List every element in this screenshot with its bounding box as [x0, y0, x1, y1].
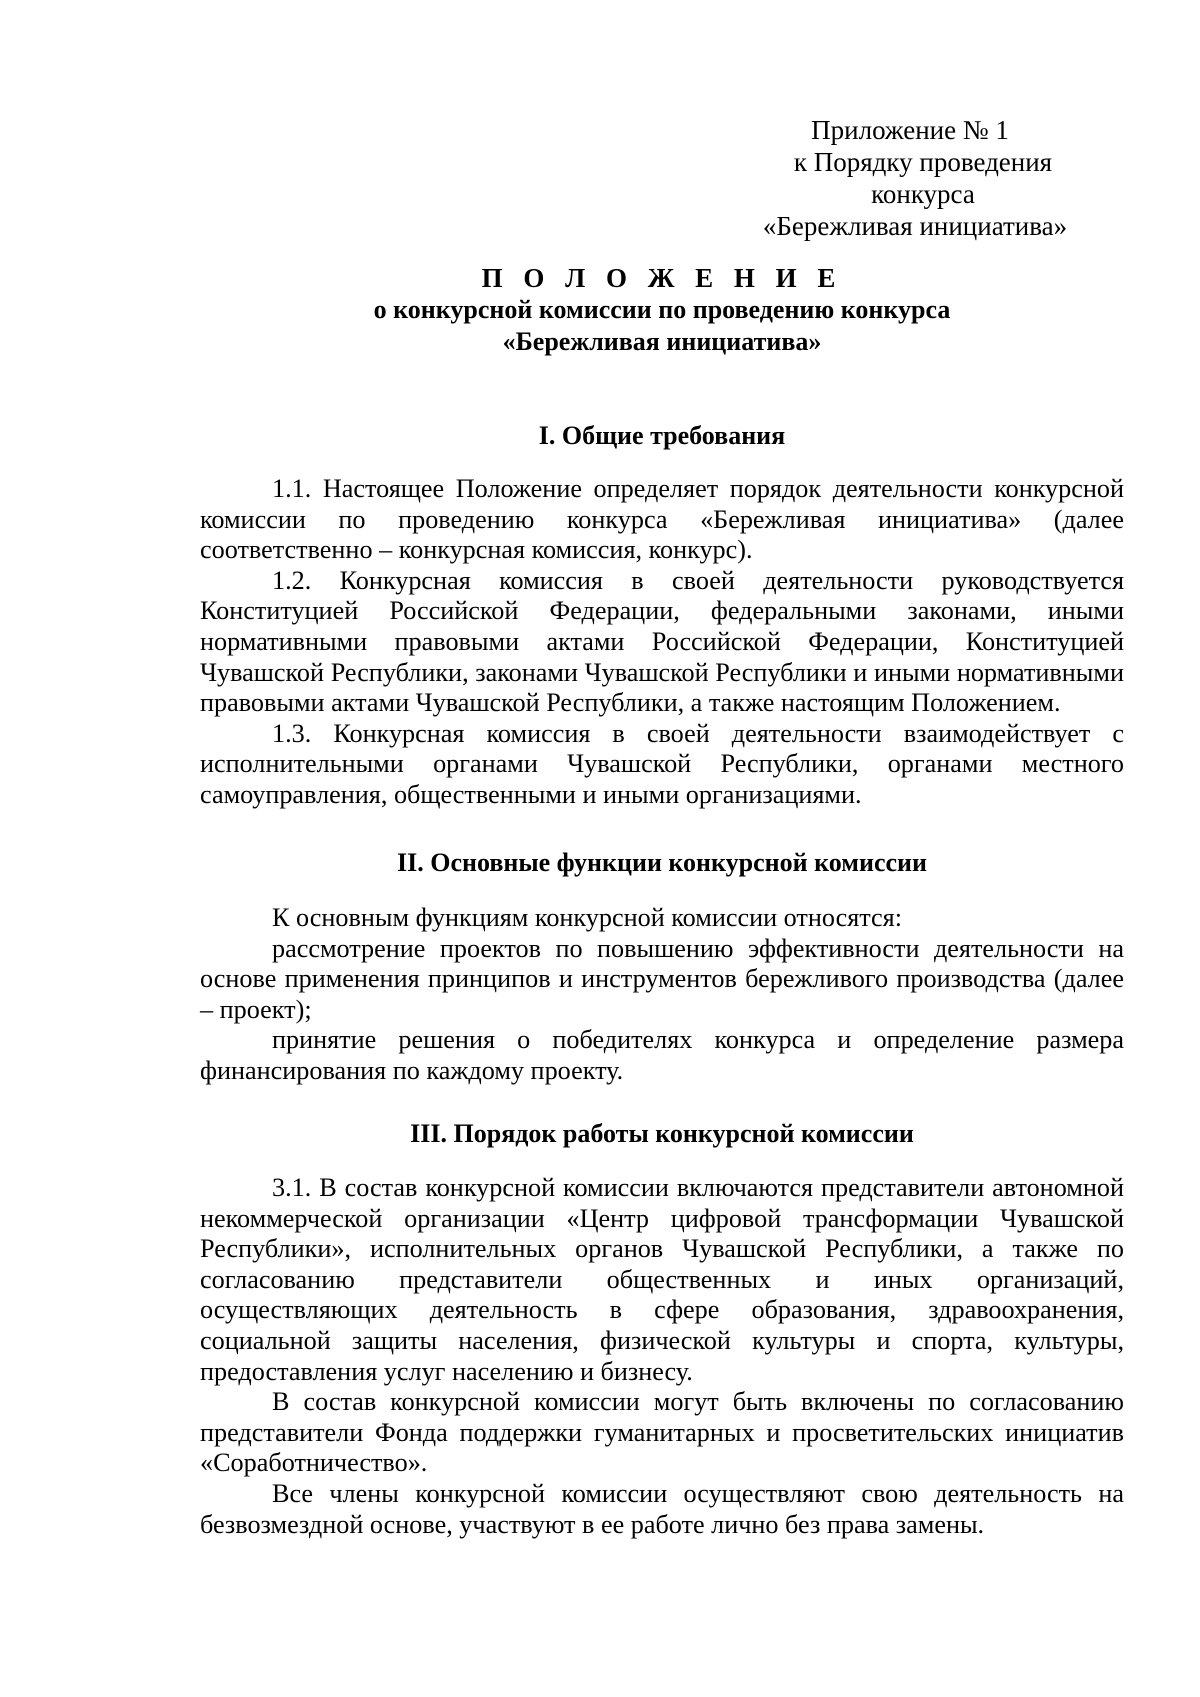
paragraph-2-item-2: принятие решения о победителях конкурса и определение размера финансирования по каждому проекту.	[200, 1025, 1124, 1085]
section-2-body	[200, 903, 1124, 1087]
paragraph-3-2: В состав конкурсной комиссии могут быть включены по согласованию представители Фонда поддержки гуманитарных и просветительских инициатив «Соработничество».	[200, 1387, 1124, 1478]
appendix-reference	[700, 114, 1100, 242]
paragraph-1-3: 1.3. Конкурсная комиссия в своей деятельности взаимодействует с исполнительными органами Чувашской Республики, органами местного самоуправления, общественными и иными организациями.	[200, 718, 1124, 809]
appendix-number: Приложение № 1	[811, 115, 1009, 145]
title-subtitle-2: «Бережливая инициатива»	[502, 327, 822, 356]
title-main: П О Л О Ж Е Н И Е	[481, 263, 843, 293]
section-3-body	[200, 1173, 1124, 1540]
paragraph-3-1: 3.1. В состав конкурсной комиссии включаются представители автономной некоммерческой организации «Центр цифровой трансформации Чувашской Республики», исполнительных органов Чувашской Республики, а также по согласованию представители общественных и иных организаций, осуществляющих деятельность в сфере образования, здравоохранения, социальной защиты населения, физической культуры и спорта, культуры, предоставления услуг населению и бизнесу.	[200, 1173, 1124, 1386]
paragraph-1-1: 1.1. Настоящее Положение определяет порядок деятельности конкурсной комиссии по проведению конкурса «Бережливая инициатива» (далее соответственно – конкурсная комиссия, конкурс).	[200, 474, 1124, 565]
appendix-contest-name: «Бережливая инициатива»	[762, 211, 1068, 241]
section-3-heading: III. Порядок работы конкурсной комиссии	[410, 1119, 914, 1148]
paragraph-3-3: Все члены конкурсной комиссии осуществляют свою деятельность на безвозмездной основе, участвуют в ее работе лично без права замены.	[200, 1478, 1124, 1539]
title-subtitle-1: о конкурсной комиссии по проведению конкурса	[373, 295, 951, 324]
paragraph-1-2: 1.2. Конкурсная комиссия в своей деятельности руководствуется Конституцией Российской Федерации, федеральными законами, иными нормативными правовыми актами Российской Федерации, Конституцией Чувашской Республики, законами Чувашской Республики и иными нормативными правовыми актами Чувашской Республики, а также настоящим Положением.	[200, 565, 1124, 718]
paragraph-2-intro: К основным функциям конкурсной комиссии относятся:	[272, 903, 902, 932]
paragraph-2-item-1: рассмотрение проектов по повышению эффективности деятельности на основе применения принципов и инструментов бережливого производства (далее – проект);	[200, 933, 1124, 1024]
document-title	[200, 262, 1124, 358]
section-2-heading: II. Основные функции конкурсной комиссии	[396, 848, 927, 877]
section-1-heading: I. Общие требования	[538, 421, 786, 450]
section-1-body	[200, 474, 1124, 811]
appendix-procedure: к Порядку проведения конкурса	[793, 147, 1053, 209]
